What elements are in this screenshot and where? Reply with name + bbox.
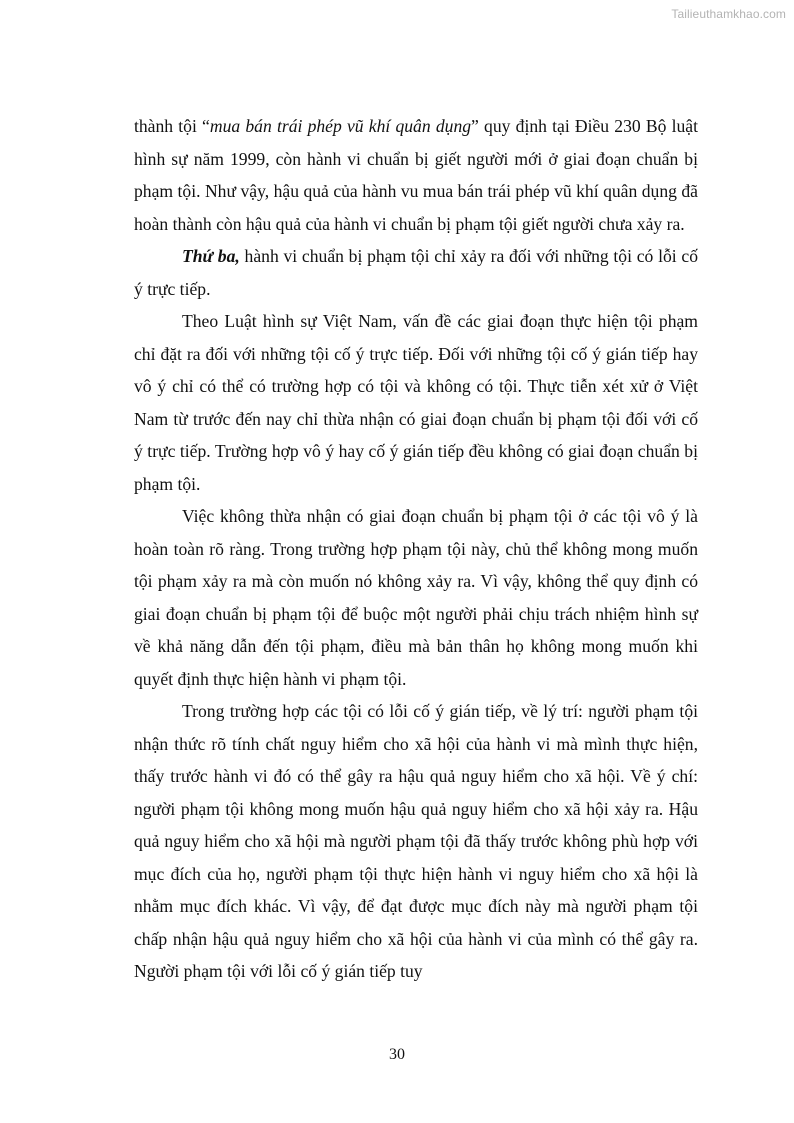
paragraph-1 — [134, 110, 698, 240]
watermark-text: Tailieuthamkhao.com — [671, 7, 786, 21]
paragraph-2-lead: Thứ ba, — [182, 246, 240, 266]
paragraph-1-italic-term: mua bán trái phép vũ khí quân dụng — [209, 116, 472, 136]
paragraph-2-text: hành vi chuẩn bị phạm tội chỉ xảy ra đối với những tội có lỗi cố ý trực tiếp. — [134, 246, 698, 299]
page-number: 30 — [389, 1046, 405, 1063]
paragraph-2 — [134, 240, 698, 305]
paragraph-3: Theo Luật hình sự Việt Nam, vấn đề các giai đoạn thực hiện tội phạm chỉ đặt ra đối với những tội cố ý trực tiếp. Đối với những tội cố ý gián tiếp hay vô ý chỉ có thể có trường hợp có tội và không có tội. Thực tiễn xét xử ở Việt Nam từ trước đến nay chỉ thừa nhận có giai đoạn chuẩn bị phạm tội đối với cố ý trực tiếp. Trường hợp vô ý hay cố ý gián tiếp đều không có giai đoạn chuẩn bị phạm tội. — [134, 311, 698, 494]
page-body — [134, 110, 698, 988]
paragraph-5: Trong trường hợp các tội có lỗi cố ý gián tiếp, về lý trí: người phạm tội nhận thức rõ tính chất nguy hiểm cho xã hội của hành vi mà mình thực hiện, thấy trước hành vi đó có thể gây ra hậu quả nguy hiểm cho xã hội. Về ý chí: người phạm tội không mong muốn hậu quả nguy hiểm cho xã hội xảy ra. Hậu quả nguy hiểm cho xã hội mà người phạm tội đã thấy trước không phù hợp với mục đích của họ, người phạm tội thực hiện hành vi nguy hiểm cho xã hội là nhằm mục đích khác. Vì vậy, để đạt được mục đích này mà người phạm tội chấp nhận hậu quả nguy hiểm cho xã hội của hành vi của mình có thể gây ra. Người phạm tội với lỗi cố ý gián tiếp tuy — [134, 701, 698, 981]
paragraph-1-start: thành tội “ — [134, 116, 210, 136]
paragraph-1-end: ” quy định tại Điều 230 Bộ luật hình sự năm 1999, còn hành vi chuẩn bị giết người mới ở giai đoạn chuẩn bị phạm tội. Như vậy, hậu quả của hành vu mua bán trái phép vũ khí quân dụng đã hoàn thành còn hậu quả của hành vi chuẩn bị phạm tội giết người chưa xảy ra. — [134, 116, 698, 234]
paragraph-4: Việc không thừa nhận có giai đoạn chuẩn bị phạm tội ở các tội vô ý là hoàn toàn rõ ràng. Trong trường hợp phạm tội này, chủ thể không mong muốn tội phạm xảy ra mà còn muốn nó không xảy ra. Vì vậy, không thể quy định có giai đoạn chuẩn bị phạm tội để buộc một người phải chịu trách nhiệm hình sự về khả năng dẫn đến tội phạm, điều mà bản thân họ không mong muốn khi quyết định thực hiện hành vi phạm tội. — [134, 506, 698, 689]
